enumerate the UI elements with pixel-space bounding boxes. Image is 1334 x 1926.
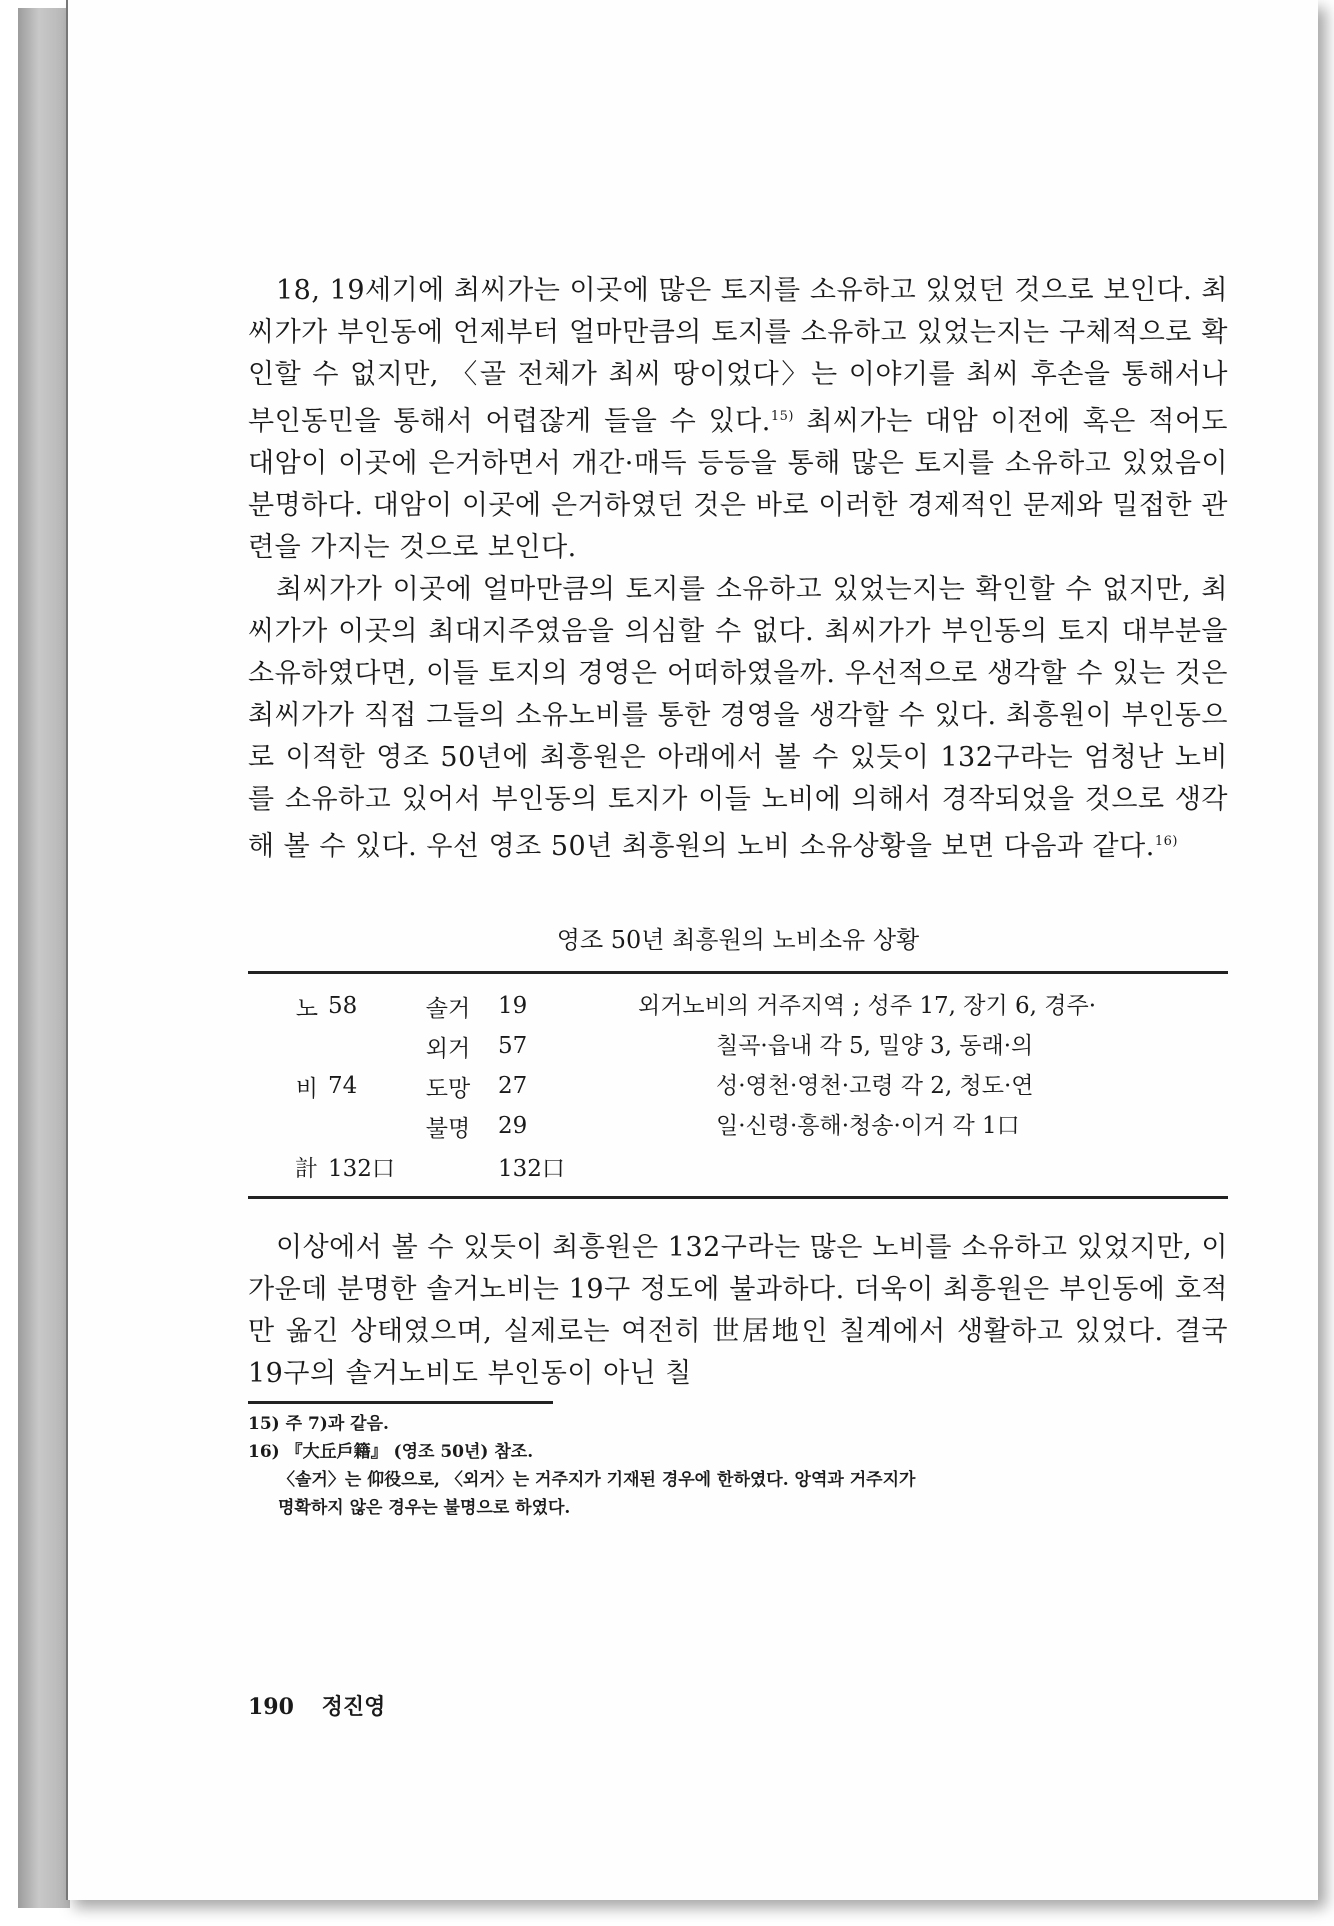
table-row xyxy=(248,1026,608,1066)
row-type: 計 xyxy=(295,1155,318,1182)
note-line: 성·영천·영천·고령 각 2, 청도·연 xyxy=(716,1073,1034,1099)
footnote-15: 15) 주 7)과 같음. xyxy=(248,1414,389,1434)
page-footer xyxy=(248,1690,385,1721)
row-status-count: 27 xyxy=(498,1073,528,1099)
row-status-count: 29 xyxy=(498,1113,528,1139)
footnote-16-note-cont: 명확하지 않은 경우는 불명으로 하였다. xyxy=(278,1498,571,1518)
body-paragraph-1: 18, 19세기에 최씨가는 이곳에 많은 토지를 소유하고 있었던 것으로 보인다. 최씨가가 부인동에 언제부터 얼마만큼의 토지를 소유하고 있었는지는 구체적으로 확인할 수 없지만, 〈골 전체가 최씨 땅이었다〉는 이야기를 최씨 후손을 통해서나 부인동민을 통해서 어렵잖게 들을 수 있다.$^{15)}$ 최씨가는 대암 이전에 혹은 적어도 대암이 이곳에 은거하면서 개간·매득 등등을 통해 많은 토지를 소유하고 있었음이 분명하다. 대암이 이곳에 은거하였던 것은 바로 이러한 경제적인 문제와 밀접한 관련을 가지는 것으로 보인다. xyxy=(248,275,1229,563)
note-line: 외거노비의 거주지역 ; 성주 17, 장기 6, 경주· xyxy=(638,993,1097,1019)
row-count: 132口 xyxy=(328,1155,395,1182)
note-line: 일·신령·흥해·청송·이거 각 1口 xyxy=(716,1113,1020,1139)
footnote-16-note: 〈솔거〉는 仰役으로, 〈외거〉는 거주지가 기재된 경우에 한하였다. 앙역과 거주지가 xyxy=(278,1470,916,1490)
footnote-16: 16) 『大丘戶籍』 (영조 50년) 참조. xyxy=(248,1442,534,1462)
footnote-divider xyxy=(248,1401,553,1404)
page-number: 190 xyxy=(248,1694,294,1720)
table-row xyxy=(248,986,608,1026)
row-status: 도망 xyxy=(425,1075,471,1102)
row-status: 솔거 xyxy=(425,995,471,1022)
slave-ownership-table xyxy=(248,920,1228,1199)
book-spine-edge xyxy=(18,8,70,1908)
row-status-count: 19 xyxy=(498,993,528,1019)
row-type: 비 xyxy=(295,1075,318,1102)
note-line: 칠곡·읍내 각 5, 밀양 3, 동래·의 xyxy=(716,1033,1034,1059)
table-row xyxy=(248,1106,608,1146)
page-content xyxy=(248,270,1228,1522)
table-bottom-rule xyxy=(248,1196,1228,1199)
running-author: 정진영 xyxy=(321,1694,386,1720)
table-row xyxy=(248,1066,608,1106)
table-body xyxy=(248,974,1228,1196)
row-type: 노 xyxy=(295,995,318,1022)
row-count: 74 xyxy=(328,1073,358,1099)
table-title: 영조 50년 최흥원의 노비소유 상황 xyxy=(556,926,920,954)
body-paragraph-2: 최씨가가 이곳에 얼마만큼의 토지를 소유하고 있었는지는 확인할 수 없지만, 최씨가가 이곳의 최대지주였음을 의심할 수 없다. 최씨가가 부인동의 토지 대부분을 소유하였다면, 이들 토지의 경영은 어떠하였을까. 우선적으로 생각할 수 있는 것은 최씨가가 직접 그들의 소유노비를 통한 경영을 생각할 수 있다. 최흥원이 부인동으로 이적한 영조 50년에 최흥원은 아래에서 볼 수 있듯이 132구라는 엄청난 노비를 소유하고 있어서 부인동의 토지가 이들 노비에 의해서 경작되었을 것으로 생각해 볼 수 있다. 우선 영조 50년 최흥원의 노비 소유상황을 보면 다음과 같다.$^{16)}$ xyxy=(248,574,1228,862)
footnote-ref-16: 16) xyxy=(1154,834,1178,849)
body-paragraph-3: 이상에서 볼 수 있듯이 최흥원은 132구라는 많은 노비를 소유하고 있었지만, 이 가운데 분명한 솔거노비는 19구 정도에 불과하다. 더욱이 최흥원은 부인동에 호적만 옮긴 상태였으며, 실제로는 여전히 世居地인 칠계에서 생활하고 있었다. 결국 19구의 솔거노비도 부인동이 아닌 칠 xyxy=(248,1232,1228,1389)
table-counts xyxy=(248,986,608,1186)
row-status: 외거 xyxy=(425,1035,471,1062)
row-count: 58 xyxy=(328,993,358,1019)
table-total-row xyxy=(248,1146,608,1186)
book-page xyxy=(66,0,1318,1900)
table-residence-note xyxy=(608,986,1228,1186)
row-status-count: 57 xyxy=(498,1033,528,1059)
row-status: 불명 xyxy=(425,1115,471,1142)
row-status-count: 132口 xyxy=(498,1155,565,1182)
footnote-ref-15: 15) xyxy=(770,409,794,424)
